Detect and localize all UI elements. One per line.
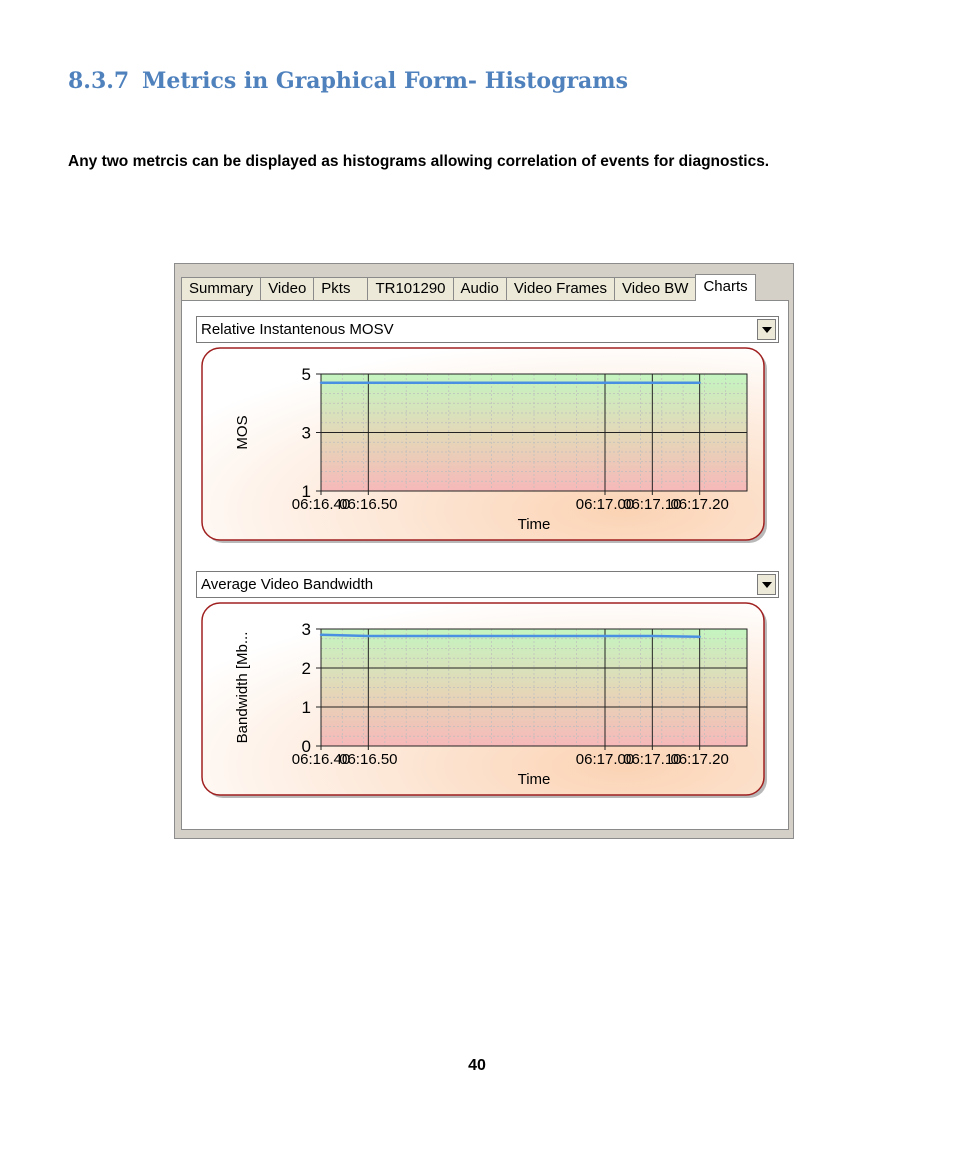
- chart-1-svg: [201, 602, 771, 802]
- y-tick-label: 5: [301, 365, 311, 384]
- y-tick-label: 0: [301, 737, 311, 756]
- charts-tab-content: [181, 300, 789, 830]
- x-tick-label: 06:16.40: [291, 751, 351, 768]
- x-tick-label: 06:17.20: [670, 496, 729, 513]
- tab-tr101290[interactable]: TR101290: [367, 277, 453, 301]
- x-tick-label: 06:16.50: [339, 751, 398, 768]
- tab-charts[interactable]: Charts: [695, 274, 755, 301]
- x-tick-label: 06:17.10: [623, 496, 682, 513]
- tab-video-bw[interactable]: Video BW: [614, 277, 696, 301]
- section-title: Metrics in Graphical Form- Histograms: [142, 68, 628, 94]
- x-tick-label: 06:17.00: [575, 751, 635, 768]
- page-number: 40: [468, 1057, 486, 1074]
- y-tick-label: 3: [301, 423, 311, 443]
- y-tick-label: 3: [301, 620, 311, 639]
- dropdown-arrow-icon[interactable]: [757, 574, 776, 595]
- metric-select-2[interactable]: [196, 571, 779, 598]
- chart-0-svg: [201, 347, 771, 547]
- tab-strip: [181, 274, 755, 301]
- section-number: 8.3.7: [68, 68, 130, 94]
- bandwidth-chart-panel: [201, 602, 771, 802]
- tab-video[interactable]: Video: [260, 277, 314, 301]
- series-line: [321, 635, 700, 637]
- x-tick-label: 06:17.10: [623, 751, 682, 768]
- intro-paragraph: Any two metrcis can be displayed as histograms allowing correlation of events for diagnostics.: [68, 153, 770, 170]
- dropdown-arrow-icon[interactable]: [757, 319, 776, 340]
- section-heading: [68, 68, 628, 94]
- series-point: [651, 635, 653, 637]
- tab-video-frames[interactable]: Video Frames: [506, 277, 615, 301]
- metric-select-2-value: Average Video Bandwidth: [201, 576, 374, 593]
- series-point: [320, 382, 322, 384]
- metrics-window: [174, 263, 794, 839]
- x-axis-label: Time: [517, 516, 551, 533]
- metric-select-1-value: Relative Instantenous MOSV: [201, 321, 394, 338]
- mos-chart-panel: [201, 347, 771, 547]
- y-tick-label: 2: [301, 659, 311, 678]
- y-tick-label: 1: [301, 698, 311, 717]
- y-tick-label: 1: [301, 482, 311, 501]
- y-axis-label: Bandwidth [Mb...: [234, 631, 251, 744]
- x-tick-label: 06:16.40: [291, 496, 351, 513]
- metric-select-1[interactable]: [196, 316, 779, 343]
- x-tick-label: 06:17.00: [575, 496, 635, 513]
- series-point: [698, 636, 700, 638]
- series-point: [698, 382, 700, 384]
- series-point: [367, 635, 369, 637]
- tab-pkts[interactable]: Pkts: [313, 277, 368, 301]
- series-point: [320, 634, 322, 636]
- x-tick-label: 06:17.20: [670, 751, 729, 768]
- y-axis-label: MOS: [234, 415, 251, 450]
- tab-summary[interactable]: Summary: [181, 277, 261, 301]
- tab-audio[interactable]: Audio: [453, 277, 507, 301]
- x-tick-label: 06:16.50: [339, 496, 398, 513]
- series-point: [604, 635, 606, 637]
- x-axis-label: Time: [517, 771, 551, 788]
